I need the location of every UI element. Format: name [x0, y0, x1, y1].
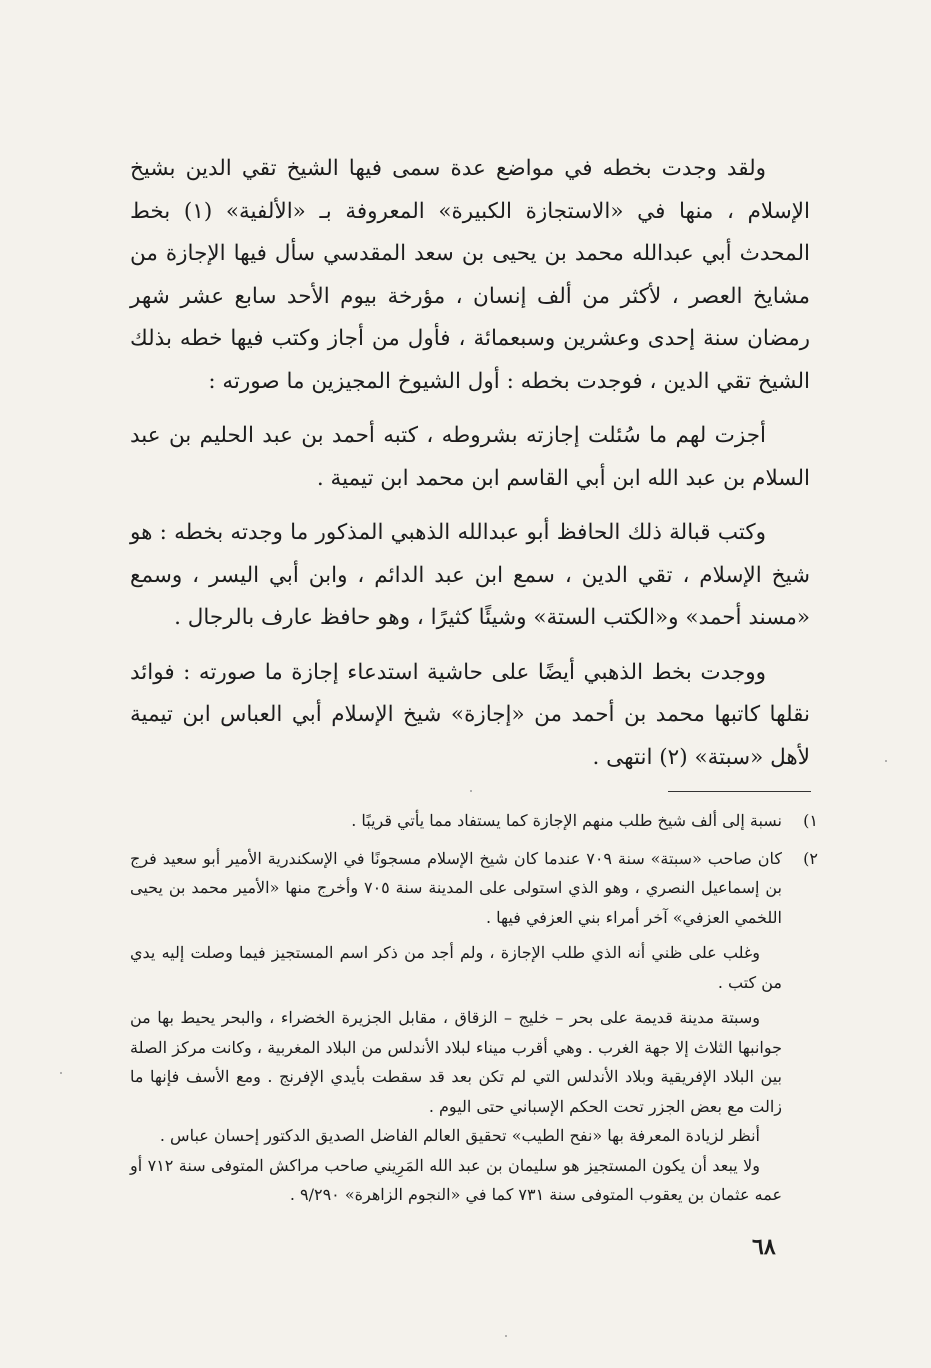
footnote-number: ١) — [803, 811, 818, 830]
paragraph: ووجدت بخط الذهبي أيضًا على حاشية استدعاء إجازة ما صورته : فوائد نقلها كاتبها محمد بن أحمد من «إجازة» شيخ الإسلام أبي العباس ابن تيمية لأهل «سبتة» (٢) انتهى . — [130, 659, 810, 770]
footnote-text: ولا يبعد أن يكون المستجيز هو سليمان بن عبد الله المَرِيني صاحب مراكش المتوفى سنة ٧١٢ أو عمه عثمان بن يعقوب المتوفى سنة ٧٣١ كما في «النجوم الزاهرة» ٩/٢٩٠ . — [130, 1155, 782, 1204]
footnote — [130, 806, 818, 836]
paragraph: أجزت لهم ما سُئلت إجازته بشروطه ، كتبه أحمد بن عبد الحليم بن عبد السلام بن عبد الله ابن أبي القاسم ابن محمد ابن تيمية . — [130, 423, 810, 491]
paper-speck — [60, 1072, 62, 1074]
paragraph: وكتب قبالة ذلك الحافظ أبو عبدالله الذهبي المذكور ما وجدته بخطه : هو شيخ الإسلام ، تقي الدين ، سمع ابن عبد الدائم ، وابن أبي اليسر ، وسمع «مسند أحمد» و«الكتب الستة» وشيئًا كثيرًا ، وهو حافظ عارف بالرجال . — [130, 520, 810, 630]
footnote-text: كان صاحب «سبتة» سنة ٧٠٩ عندما كان شيخ الإسلام مسجونًا في الإسكندرية الأمير أبو سعيد فرج بن إسماعيل النصري ، وهو الذي استولى على المدينة سنة ٧٠٥ وأخرج منها «الأمير محمد بن يحيى اللخمي العزفي» آخر أمراء بني العزفي فيها . — [130, 848, 783, 927]
footnote-text: أنظر لزيادة المعرفة بها «نفح الطيب» تحقيق العالم الفاضل الصديق الدكتور إحسان عباس . — [159, 1126, 760, 1145]
footnote — [130, 844, 818, 1210]
footnote-separator — [668, 791, 811, 792]
footnote-text: نسبة إلى ألف شيخ طلب منهم الإجازة كما يستفاد مما يأتي قريبًا . — [351, 811, 782, 830]
main-text — [130, 148, 810, 779]
footnote-text: وغلب على ظني أنه الذي طلب الإجازة ، ولم أجد من ذكر اسم المستجيز فيما وصلت إليه يدي من كتب . — [130, 943, 782, 992]
footnotes — [130, 806, 818, 1210]
page-number: ٦٨ — [752, 1234, 776, 1260]
paragraph: ولقد وجدت بخطه في مواضع عدة سمى فيها الشيخ تقي الدين بشيخ الإسلام ، منها في «الاستجازة الكبيرة» المعروفة بـ «الألفية» (١) بخط المحدث أبي عبدالله محمد بن يحيى بن سعد المقدسي سأل فيها الإجازة من مشايخ العصر ، لأكثر من ألف إنسان ، مؤرخة بيوم الأحد سابع عشر شهر رمضان سنة إحدى وعشرين وسبعمائة ، فأول من أجاز وكتب فيها خطه بذلك الشيخ تقي الدين ، فوجدت بخطه : أول الشيوخ المجيزين ما صورته : — [130, 156, 810, 394]
footnote-number: ٢) — [803, 848, 818, 868]
paper-speck — [885, 760, 887, 762]
footnote-text: وسبتة مدينة قديمة على بحر – خليج – الزقاق ، مقابل الجزيرة الخضراء ، والبحر يحيط بها من جوانبها الثلاث إلا جهة الغرب . وهي أقرب ميناء لبلاد الأندلس من البلاد المغربية ، وكانت مركز الصلة بين البلاد الإفريقية وبلاد الأندلس التي لم تكن بعد قد سقطت بأيدي الإفرنج . ومع الأسف فإنها ما زالت مع بعض الجزر تحت الحكم الإسباني حتى اليوم . — [130, 1008, 782, 1116]
paper-speck — [505, 1335, 507, 1337]
paper-speck — [470, 790, 472, 792]
